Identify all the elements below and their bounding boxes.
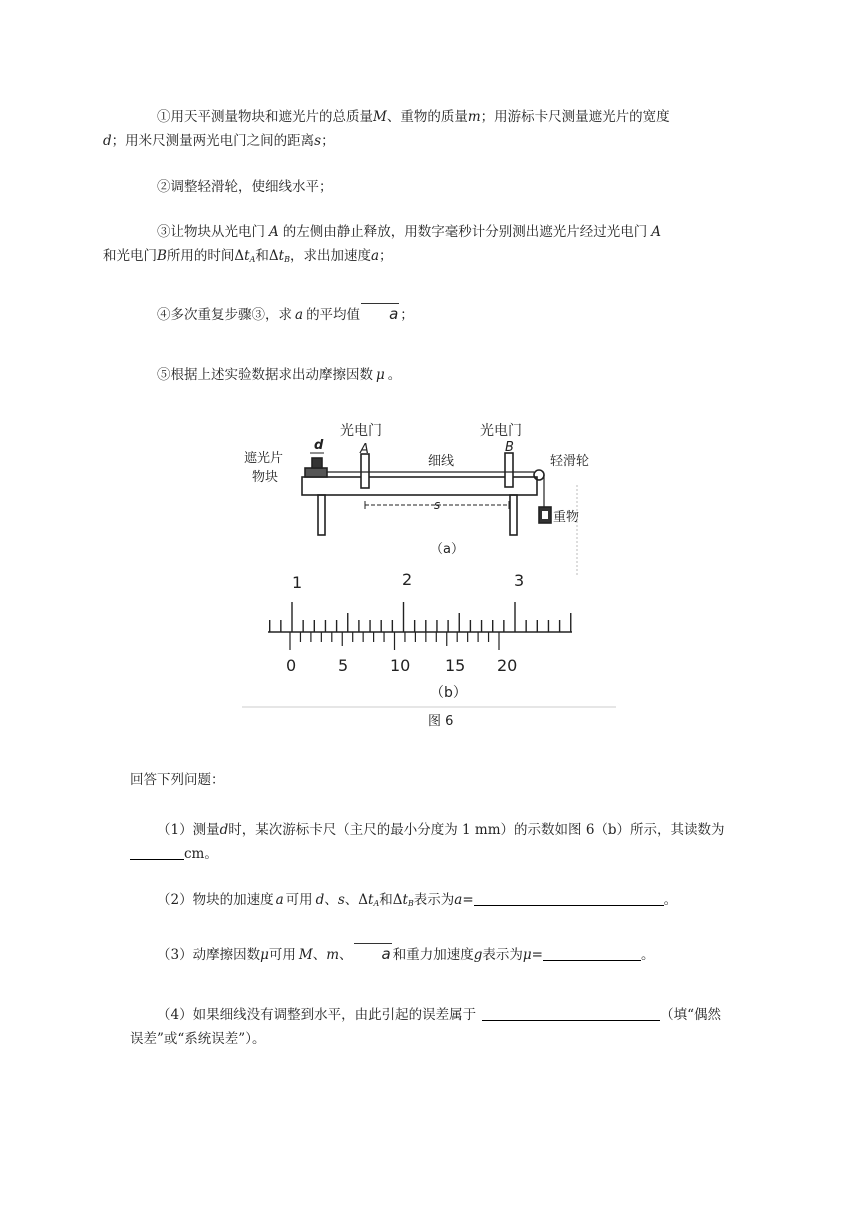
- q3-text-e: 和重力加速度: [392, 947, 474, 963]
- var-mu-2: μ: [522, 947, 532, 963]
- var-t: t: [368, 892, 374, 908]
- step-1-text-c: ；用游标卡尺测量遮光片的宽度: [480, 109, 670, 125]
- step-3-text-d: 所用的时间Δ: [166, 248, 245, 264]
- var-a: a: [295, 307, 304, 323]
- label-pulley: 轻滑轮: [550, 454, 590, 469]
- var-t-2: t: [278, 248, 285, 264]
- sub-A: A: [249, 255, 256, 264]
- step-2: [130, 175, 730, 199]
- step-5-text-b: 。: [387, 367, 402, 383]
- q2-text-b: 可用: [285, 892, 313, 908]
- var-B: B: [157, 248, 167, 264]
- q2-text-c: 、: [324, 892, 338, 908]
- var-A-2: A: [651, 224, 661, 240]
- track-leg-left: [318, 495, 325, 535]
- q3-text-a: （3）动摩擦因数: [157, 947, 261, 963]
- sub-B: B: [407, 899, 414, 908]
- main-label-3: 3: [514, 571, 525, 590]
- step-4-text-c: ；: [400, 307, 414, 323]
- figure-title: 图 6: [428, 714, 454, 729]
- step-4: [130, 302, 730, 327]
- pulley: [534, 470, 544, 480]
- caption-b: （b）: [430, 685, 467, 701]
- var-d: d: [315, 892, 325, 908]
- var-mu: μ: [376, 367, 385, 383]
- gate-a: [361, 454, 369, 488]
- step-1-text-d: ；用米尺测量两光电门之间的距离: [111, 133, 315, 149]
- answer-blank-3[interactable]: [543, 946, 641, 961]
- var-a: a: [275, 892, 284, 908]
- sub-A: A: [373, 899, 380, 908]
- step-1-text: ①用天平测量物块和遮光片的总质量: [157, 109, 373, 125]
- var-A: A: [269, 224, 279, 240]
- questions-intro: [130, 768, 730, 792]
- apparatus-diagram: [302, 453, 551, 535]
- q3-text-b: 可用: [268, 947, 296, 963]
- label-gate-2: 光电门: [480, 423, 522, 439]
- step-1: [103, 105, 730, 153]
- step-1-text-e: ；: [321, 133, 335, 149]
- q2-text-f: 表示为: [413, 892, 455, 908]
- step-5: [130, 363, 730, 387]
- question-3: [130, 942, 730, 967]
- label-block: 物块: [252, 470, 279, 485]
- var-m: m: [467, 109, 481, 125]
- var-a-2: a: [454, 892, 463, 908]
- main-label-1: 1: [292, 573, 303, 592]
- q2-text-d: 、Δ: [344, 892, 368, 908]
- var-g: g: [473, 947, 483, 963]
- var-d: d: [219, 822, 229, 838]
- answer-blank-1[interactable]: [130, 845, 184, 860]
- step-3-text-c: 和光电门: [103, 248, 157, 264]
- vernier-label-5: 5: [338, 656, 349, 675]
- step-2-text: ②调整轻滑轮，使细线水平；: [157, 179, 333, 195]
- caption-a: （a）: [430, 542, 464, 557]
- answer-blank-4[interactable]: [482, 1006, 660, 1021]
- intro-text: 回答下列问题：: [130, 772, 225, 788]
- q2-text-a: （2）物块的加速度: [157, 892, 274, 908]
- vernier-label-0: 0: [286, 656, 297, 675]
- label-shield: 遮光片: [244, 451, 284, 466]
- track: [302, 477, 537, 495]
- vernier-label-10: 10: [390, 656, 411, 675]
- q2-text-e: 和Δ: [379, 892, 403, 908]
- step-3-text-a: ③让物块从光电门: [157, 224, 265, 240]
- q3-text-g: =: [531, 947, 543, 963]
- var-a: a: [370, 248, 380, 264]
- figure-6: [230, 405, 630, 735]
- label-d: d: [314, 438, 324, 453]
- step-3-text-f: ，求出加速度: [289, 248, 371, 264]
- vernier-label-15: 15: [445, 656, 466, 675]
- step-3-text-e: 和Δ: [255, 248, 279, 264]
- q1-text-b: 时，某次游标卡尺（主尺的最小分度为 1 mm）的示数如图 6（b）所示，其读数为: [228, 822, 725, 838]
- step-3: [103, 220, 730, 272]
- var-t: t: [244, 248, 250, 264]
- sub-B: B: [284, 255, 290, 264]
- label-a-gate: A: [360, 442, 369, 457]
- q3-text-f: 表示为: [482, 947, 523, 963]
- answer-blank-2[interactable]: [474, 891, 664, 906]
- q1-text-a: （1）测量: [157, 822, 220, 838]
- label-s: s: [434, 498, 441, 512]
- step-3-text-g: ；: [379, 248, 393, 264]
- var-m: m: [326, 947, 340, 963]
- label-b-gate: B: [505, 440, 514, 455]
- block: [305, 468, 327, 477]
- q3-text-h: 。: [640, 947, 655, 963]
- q1-text-c: cm。: [184, 846, 218, 862]
- vernier-label-20: 20: [497, 656, 518, 675]
- step-3-text-b: 的左侧由静止释放，用数字毫秒计分别测出遮光片经过光电门: [282, 224, 648, 240]
- q3-text-c: 、: [312, 947, 327, 963]
- track-leg-right: [510, 495, 517, 535]
- var-s: s: [314, 133, 322, 149]
- var-a-bar: a: [360, 302, 400, 326]
- q4-text-a: （4）如果细线没有调整到水平，由此引起的误差属于: [157, 1007, 477, 1023]
- var-t-2: t: [402, 892, 408, 908]
- weight-inner: [542, 511, 548, 519]
- gate-b: [505, 453, 513, 487]
- label-weight: 重物: [553, 510, 580, 525]
- label-string: 细线: [428, 454, 455, 469]
- q4-text-b: （填“偶然误差”或“系统误差”）。: [130, 1007, 721, 1047]
- var-a-bar: a: [353, 942, 393, 966]
- var-d: d: [103, 133, 112, 149]
- q2-text-h: 。: [663, 892, 678, 908]
- vernier-scale: [268, 602, 572, 650]
- q3-text-d: 、: [339, 947, 353, 963]
- question-2: [130, 888, 730, 916]
- question-1: [130, 818, 730, 866]
- question-4: [130, 1003, 730, 1051]
- step-1-text-b: 、重物的质量: [386, 109, 468, 125]
- var-s: s: [337, 892, 345, 908]
- step-4-text-b: 的平均值: [306, 307, 361, 323]
- shield: [312, 458, 322, 468]
- var-mu: μ: [260, 947, 269, 963]
- main-label-2: 2: [402, 570, 413, 589]
- label-gate-1: 光电门: [340, 423, 382, 439]
- q2-text-g: =: [462, 892, 474, 908]
- var-M: M: [298, 947, 313, 963]
- var-M: M: [373, 109, 387, 125]
- step-5-text-a: ⑤根据上述实验数据求出动摩擦因数: [157, 367, 373, 383]
- step-4-text-a: ④多次重复步骤③，求: [157, 307, 292, 323]
